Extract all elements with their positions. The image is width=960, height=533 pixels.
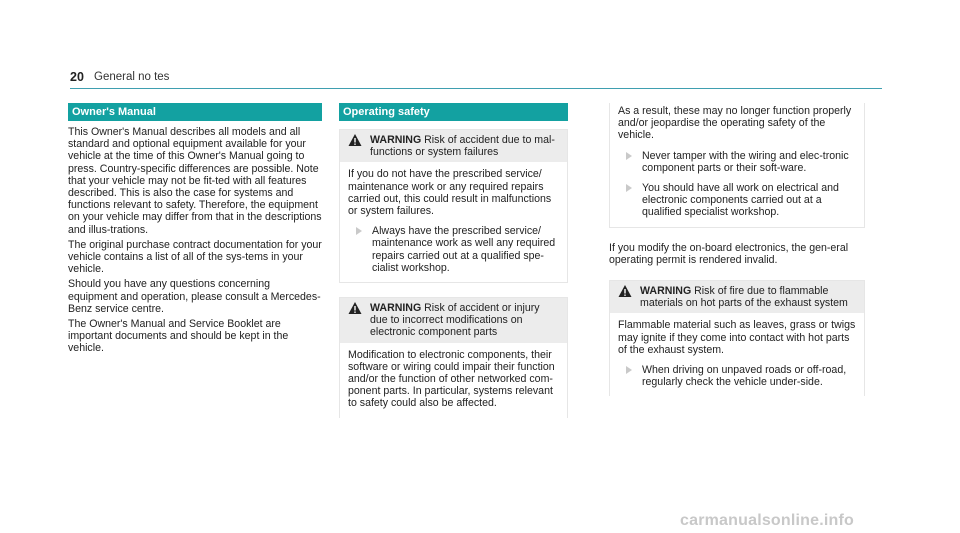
warning-heading-text: Risk of accident or injury due to incorrect modifications on electronic component parts [370,302,540,339]
bullet-arrow-icon [626,152,632,160]
warning-body-text: If you do not have the prescribed service/ maintenance work or any required repairs carried out, this could result in malfunctions or system failures. [348,168,552,218]
warning-body-text: As a result, these may no longer function properly and/or jeopardise the operating safety of the vehicle. [618,105,852,142]
warning-triangle-icon [348,133,362,147]
warning-label: WARNING [370,302,422,315]
warning-body-text: Flammable material such as leaves, grass or twigs may ignite if they come into contact with hot parts of the exhaust system. [618,319,856,356]
instruction-text: You should have all work on electrical and electronic components carried out at a qualified specialist workshop. [642,182,839,219]
bullet-arrow-icon [356,227,362,235]
owners-manual-paragraph: This Owner's Manual describes all models and all standard and optional equipment available for your vehicle at the time of this Owner's Manual going to press. Country-specific differences are possible. Note that your vehicle may not be fit-ted with all features described. This is also the case for systems and functions relevant to safety. Therefore, the equipment on your vehicle may differ from that in the descriptions and illus-trations. [68,126,322,236]
instruction-text: Never tamper with the wiring and elec-tronic component parts or their soft-ware. [642,149,849,174]
warning-heading-text: Risk of fire due to flammable materials on hot parts of the exhaust system [640,285,848,310]
warning-box-malfunctions [339,129,568,283]
warning-label: WARNING [640,285,692,298]
warning-header [610,281,864,313]
warning-box-fire [609,280,865,396]
electronics-paragraph: If you modify the on-board electronics, the gen-eral operating permit is rendered invalid. [609,241,849,266]
warning-body [340,162,567,282]
owners-manual-paragraph: The original purchase contract documentation for your vehicle contains a list of all of the sys-tems in your vehicle. [68,238,322,276]
warning-body-text: Modification to electronic components, their software or wiring could impair their function and/or the function of other networked com-ponent parts. In particular, systems relevant to safety could also be affected. [348,348,555,410]
warning-triangle-icon [618,284,632,298]
warning-box-modifications [339,297,568,418]
operating-safety-column [339,103,568,432]
owners-manual-column [68,103,322,358]
continued-column [609,103,865,410]
bullet-arrow-icon [626,366,632,374]
warning-box-continued [609,103,865,228]
warning-label: WARNING [370,134,422,146]
page-section-title: General no tes [94,71,170,83]
warning-body [610,313,864,396]
warning-header [340,298,567,343]
owners-manual-paragraph: The Owner's Manual and Service Booklet are important documents and should be kept in the vehicle. [68,318,289,355]
instruction-bullet [618,150,856,174]
instruction-bullet [618,182,856,219]
owners-manual-heading: Owner's Manual [68,103,322,121]
warning-body [610,103,864,227]
owners-manual-paragraph: Should you have any questions concerning equipment and operation, please consult a Mercedes-Benz service centre. [68,278,321,315]
instruction-text: When driving on unpaved roads or off-road, regularly check the vehicle under-side. [642,364,847,389]
warning-heading-text: Risk of accident due to mal-functions or system failures [370,134,555,159]
warning-triangle-icon [348,301,362,315]
instruction-bullet [348,225,559,274]
warning-header [340,130,567,162]
page-header [70,70,882,89]
instruction-bullet [618,364,856,388]
bullet-arrow-icon [626,184,632,192]
instruction-text: Always have the prescribed service/ maintenance work as well any required repairs carried out at a qualified spe-cialist workshop. [372,225,556,274]
page-number: 20 [70,70,84,84]
warning-body [340,343,567,418]
operating-safety-heading: Operating safety [339,103,568,121]
watermark: carmanualsonline.info [680,512,855,529]
